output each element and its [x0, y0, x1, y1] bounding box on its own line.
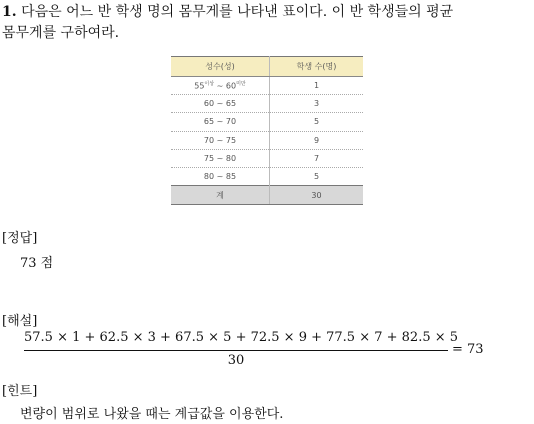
question-number: 1. — [2, 4, 17, 20]
table-cell-class: 75 ~ 80 — [171, 149, 270, 167]
fraction-numerator: 57.5 × 1 + 62.5 × 3 + 67.5 × 5 + 72.5 × 9 + 77.5 × 7 + 82.5 × 5 — [24, 330, 459, 345]
answer-heading: [정답] — [2, 231, 38, 246]
unit-below: 미만 — [236, 81, 246, 88]
table-cell-count: 1 — [270, 77, 364, 95]
class-upper: 60 — [225, 81, 237, 91]
question-line-1 — [2, 1, 453, 23]
question-text-2: 몸무게를 구하여라. — [2, 25, 120, 41]
table-row — [171, 95, 363, 113]
table-cell-class: 70 ~ 75 — [171, 131, 270, 149]
table-cell-class: 65 ~ 70 — [171, 113, 270, 131]
table-total-row — [171, 186, 363, 205]
table-cell-count: 9 — [270, 131, 364, 149]
table-row — [171, 77, 363, 95]
table-header-class: 성수(성) — [171, 57, 270, 77]
table-cell-class: 80 ~ 85 — [171, 167, 270, 185]
table-total-label: 계 — [171, 186, 270, 205]
hint-heading: [힌트] — [2, 384, 38, 399]
question-text-1: 다음은 어느 반 학생 명의 몸무게를 나타낸 표이다. 이 반 학생들의 평균 — [21, 4, 454, 20]
table-cell-class — [171, 77, 270, 95]
table-total-value: 30 — [270, 186, 364, 205]
class-separator: ~ — [214, 81, 226, 91]
table-header-count: 학생 수(명) — [270, 57, 364, 77]
fraction-denominator: 30 — [227, 353, 245, 368]
solution-heading: [해설] — [2, 314, 38, 329]
unit-above: 이상 — [204, 81, 215, 88]
answer-value: 73 점 — [20, 256, 54, 271]
class-lower: 55 — [194, 81, 205, 91]
hint-text: 변량이 범위로 나왔을 때는 계급값을 이용한다. — [20, 407, 284, 422]
table-row — [171, 167, 363, 185]
equation-result: = 73 — [452, 342, 484, 357]
table-cell-count: 3 — [270, 95, 364, 113]
fraction-bar — [24, 350, 448, 351]
frequency-table — [171, 56, 363, 205]
table-row — [171, 131, 363, 149]
table-header-row — [171, 57, 363, 77]
table-cell-count: 5 — [270, 113, 364, 131]
table-cell-count: 5 — [270, 167, 364, 185]
table-cell-class: 60 ~ 65 — [171, 95, 270, 113]
table-cell-count: 7 — [270, 149, 364, 167]
table-row — [171, 113, 363, 131]
table-row — [171, 149, 363, 167]
